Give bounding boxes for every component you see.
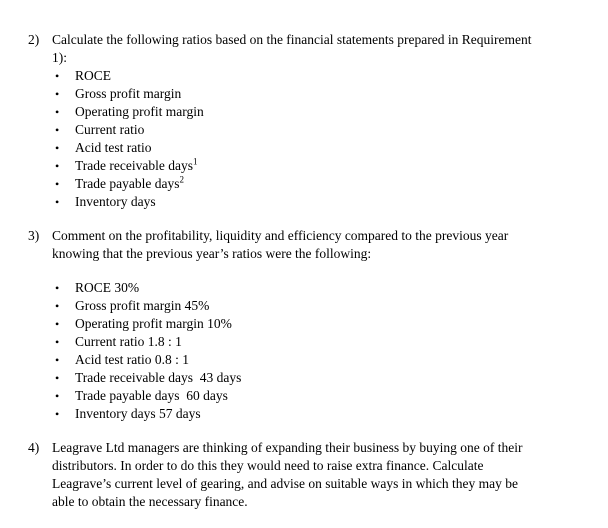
question-4-text-line: able to obtain the necessary finance.: [52, 494, 248, 509]
bullet-icon: •: [55, 69, 60, 83]
bullet-icon: •: [55, 123, 60, 137]
bullet-label: Current ratio 1.8 : 1: [75, 334, 182, 349]
question-3: [28, 227, 584, 423]
bullet-icon: •: [55, 177, 60, 191]
question-2-body: [52, 31, 584, 211]
question-3-body: [52, 227, 584, 423]
list-item: [52, 103, 584, 121]
question-2-bullet-list: [52, 67, 584, 211]
question-3-bullet-list: [52, 279, 584, 423]
bullet-icon: •: [55, 159, 60, 173]
bullet-icon: •: [55, 87, 60, 101]
question-4-text-line: distributors. In order to do this they would need to raise extra finance. Calculate: [52, 458, 484, 473]
footnote-reference: 1: [192, 156, 198, 167]
list-item: [52, 193, 584, 211]
list-item: [52, 315, 584, 333]
bullet-icon: •: [55, 407, 60, 421]
list-item: [52, 333, 584, 351]
bullet-icon: •: [55, 371, 60, 385]
bullet-icon: •: [55, 195, 60, 209]
bullet-label-text: Trade receivable days: [75, 158, 193, 173]
question-4-text-line: Leagrave Ltd managers are thinking of expanding their business by buying one of their: [52, 440, 523, 455]
question-3-number: 3): [28, 228, 40, 243]
bullet-label: Inventory days: [75, 194, 156, 209]
bullet-label: Acid test ratio 0.8 : 1: [75, 352, 189, 367]
bullet-label: [75, 157, 197, 175]
list-item: [52, 279, 584, 297]
footnote-reference: 2: [179, 174, 184, 185]
bullet-icon: •: [55, 299, 60, 313]
bullet-label: Gross profit margin 45%: [75, 298, 210, 313]
list-item: [52, 351, 584, 369]
bullet-label: [75, 175, 184, 193]
bullet-label-text: Trade payable days: [75, 176, 180, 191]
bullet-label: Trade receivable days 43 days: [75, 370, 242, 385]
question-3-text-line: Comment on the profitability, liquidity and efficiency compared to the previous year: [52, 228, 509, 243]
list-item: [52, 405, 584, 423]
bullet-label: Trade payable days 60 days: [75, 388, 228, 403]
bullet-icon: •: [55, 105, 60, 119]
bullet-label: Operating profit margin: [75, 104, 204, 119]
bullet-icon: •: [55, 335, 60, 349]
question-2: [28, 31, 584, 211]
bullet-icon: •: [55, 141, 60, 155]
bullet-label: Inventory days 57 days: [75, 406, 201, 421]
question-2-text-line: 1):: [52, 50, 67, 65]
bullet-label: Current ratio: [75, 122, 145, 137]
list-item: [52, 175, 584, 193]
list-item: [52, 157, 584, 175]
list-item: [52, 369, 584, 387]
list-item: [52, 121, 584, 139]
bullet-label: Gross profit margin: [75, 86, 182, 101]
question-3-text-line: knowing that the previous year’s ratios were the following:: [52, 246, 372, 261]
bullet-icon: •: [55, 389, 60, 403]
list-item: [52, 387, 584, 405]
list-item: [52, 297, 584, 315]
question-4-body: [52, 439, 584, 511]
bullet-icon: •: [55, 317, 60, 331]
bullet-label: ROCE: [75, 68, 112, 83]
question-2-text-line: Calculate the following ratios based on the financial statements prepared in Requirement: [52, 32, 532, 47]
list-item: [52, 85, 584, 103]
bullet-label: ROCE 30%: [75, 280, 140, 295]
question-2-number: 2): [28, 32, 40, 47]
bullet-icon: •: [55, 281, 60, 295]
question-4-text-line: Leagrave’s current level of gearing, and advise on suitable ways in which they may be: [52, 476, 518, 491]
bullet-label: Acid test ratio: [75, 140, 152, 155]
list-item: [52, 139, 584, 157]
bullet-label: Operating profit margin 10%: [75, 316, 232, 331]
list-item: [52, 67, 584, 85]
question-4-number: 4): [28, 440, 40, 455]
bullet-icon: •: [55, 353, 60, 367]
question-4: [28, 439, 584, 511]
